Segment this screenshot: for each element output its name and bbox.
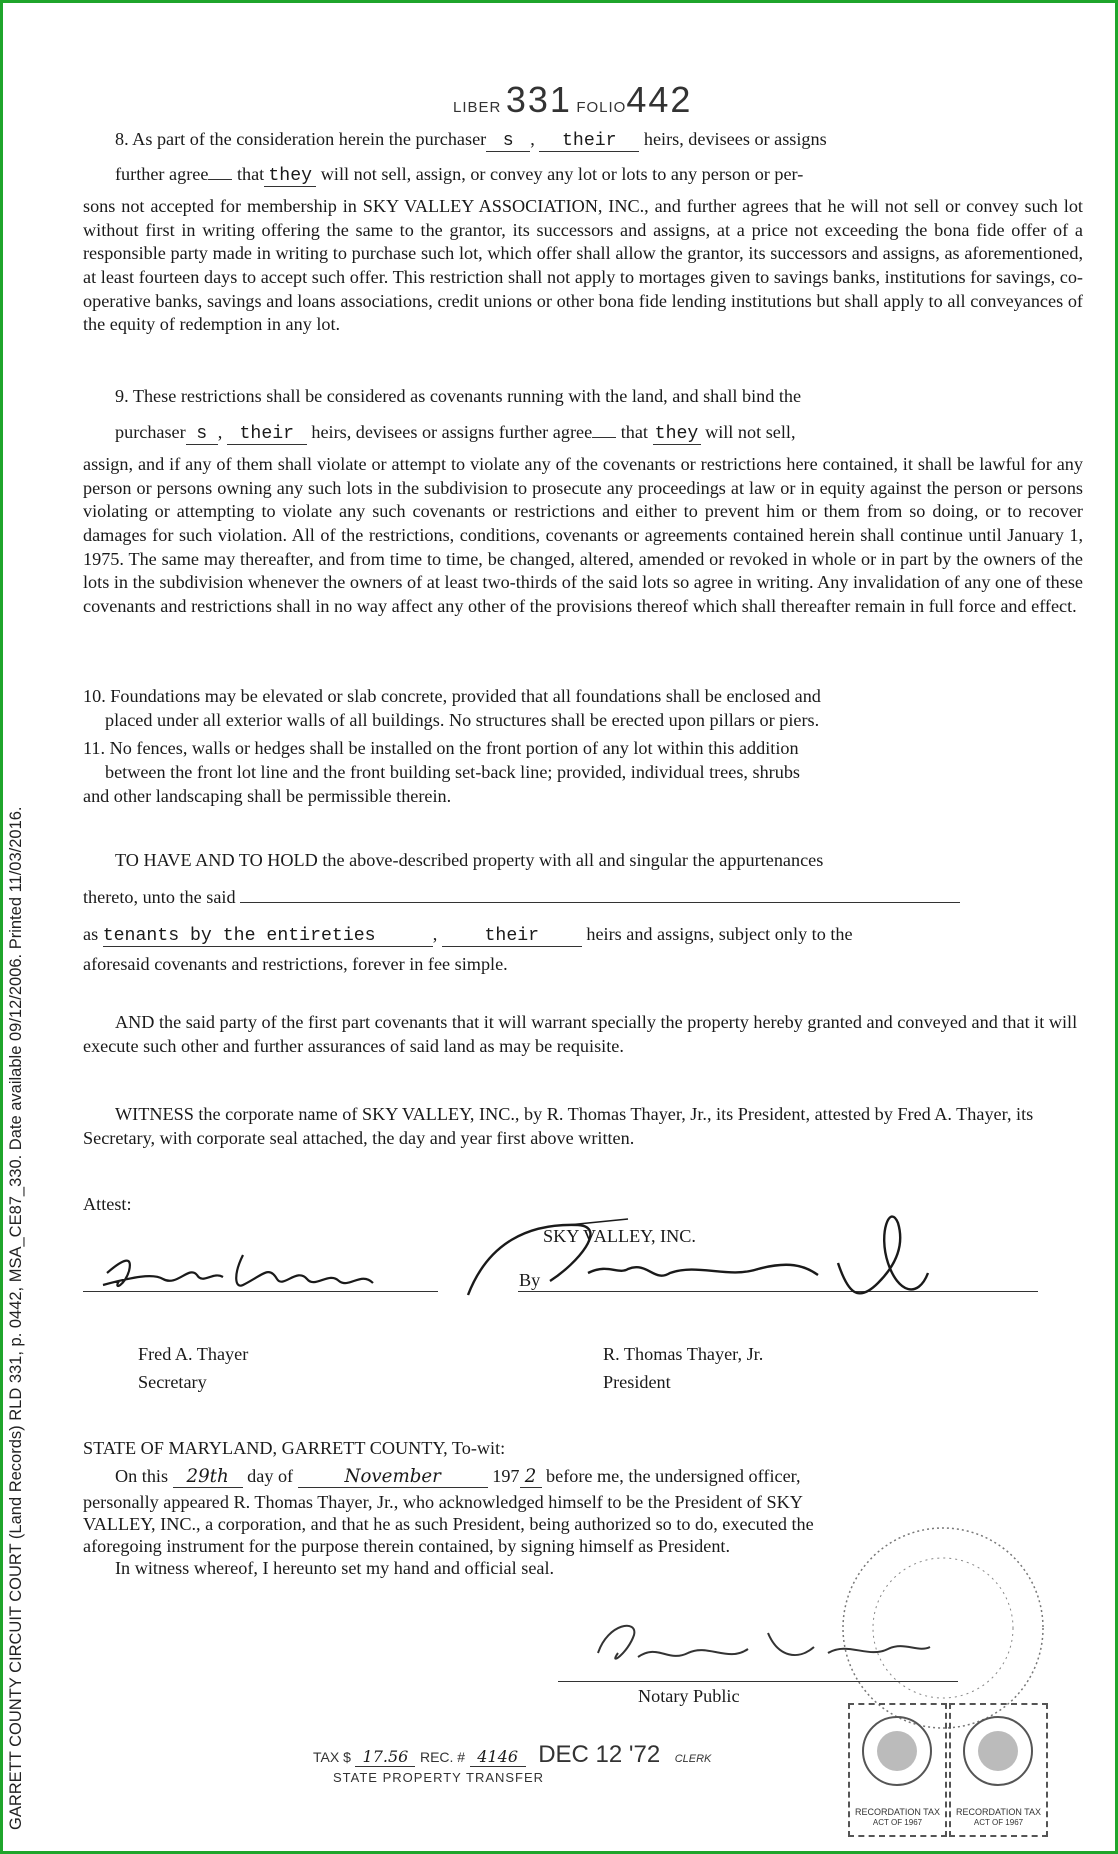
- para8-line2: further agree that they will not sell, assign, or convey any lot or lots to any person or per-: [115, 164, 804, 186]
- warranty-clause: AND the said party of the first part covenants that it will warrant specially the property hereby granted and conveyed and that it will execute such other and further assurances of said land as may be requisite.: [83, 1012, 1078, 1056]
- fill-day: 29th: [173, 1467, 243, 1488]
- rec-label: REC. #: [419, 1749, 466, 1765]
- left-signer-title: Secretary: [138, 1372, 207, 1392]
- archive-side-note: GARRETT COUNTY CIRCUIT COURT (Land Records) RLD 331, p. 0442, MSA_CE87_330. Date available 09/12/2006. Printed 11/03/2016.: [7, 806, 25, 1830]
- para11-line3: and other landscaping shall be permissible therein.: [83, 786, 452, 806]
- fill-year: 2: [520, 1467, 542, 1488]
- para8-line1: 8. As part of the consideration herein the purchaser s , their heirs, devisees or assigns: [115, 129, 827, 151]
- ack-line2: personally appeared R. Thomas Thayer, Jr., who acknowledged himself to be the President of SKY: [83, 1492, 803, 1512]
- para9-line2: purchaser s , their heirs, devisees or assigns further agree that they will not sell,: [115, 422, 796, 444]
- ack-line5: In witness whereof, I hereunto set my hand and official seal.: [115, 1558, 555, 1578]
- right-signer-name: R. Thomas Thayer, Jr.: [603, 1344, 764, 1364]
- habendum-line1: TO HAVE AND TO HOLD the above-described property with all and singular the appurtenances: [115, 850, 824, 870]
- fill-they: they: [264, 166, 316, 187]
- tax-caption: STATE PROPERTY TRANSFER: [333, 1770, 545, 1786]
- para11-line2: between the front lot line and the front building set-back line; provided, individual trees, shrubs: [105, 762, 800, 782]
- ack-line3: VALLEY, INC., a corporation, and that he as such President, being authorized so to do, executed the: [83, 1514, 814, 1534]
- transfer-tax-block: [313, 1739, 833, 1787]
- attest-label: Attest:: [83, 1194, 132, 1214]
- folio-label: FOLIO: [576, 99, 627, 116]
- para9-body: assign, and if any of them shall violate or attempt to violate any of the covenants or restrictions here contained, it shall be lawful for any person or persons owning any such lots in the subdivision to prosecute any proceedings at law or in equity against the person or persons violating or attempting to violate any such covenants or restrictions and either to prevent him or them from so doing, or to recover damages for such violation. All of the restrictions, conditions, covenants or agreements contained herein shall continue until January 1, 1975. The same may thereafter, and from time to time, be changed, altered, amended or revoked in whole or in part by the owners of the lots in the subdivision whenever the owners of at least two-thirds of the said lots so agree in writing. Any invalidation of any one of these covenants and restrictions shall in no way affect any other of the provisions thereof which shall thereafter remain in full force and effect.: [83, 454, 1083, 616]
- ack-line1: On this 29th day of November 197 2 before me, the undersigned officer,: [115, 1466, 801, 1487]
- witness-clause: WITNESS the corporate name of SKY VALLEY, INC., by R. Thomas Thayer, Jr., its President, attested by Fred A. Thayer, its Secretary, with corporate seal attached, the day and year first above written.: [83, 1104, 1034, 1148]
- folio-number: 442: [626, 79, 693, 120]
- notary-public-label: Notary Public: [638, 1686, 740, 1706]
- liber-label: LIBER: [453, 99, 502, 116]
- fill-their: their: [539, 131, 639, 152]
- ack-state: STATE OF MARYLAND, GARRETT COUNTY, To-wit:: [83, 1438, 506, 1458]
- tax-amount: 17.56: [355, 1748, 415, 1767]
- signature-thomas-thayer: [458, 1203, 1038, 1313]
- left-signer-name: Fred A. Thayer: [138, 1344, 249, 1364]
- habendum-line3: as tenants by the entireties , their heirs and assigns, subject only to the: [83, 924, 853, 946]
- liber-folio-header: [453, 79, 692, 121]
- para10-line2: placed under all exterior walls of all buildings. No structures shall be erected upon pillars or piers.: [105, 710, 820, 730]
- para9-line1: 9. These restrictions shall be considered as covenants running with the land, and shall bind the: [115, 386, 802, 406]
- liber-number: 331: [505, 79, 572, 120]
- para10-line1: 10. Foundations may be elevated or slab concrete, provided that all foundations shall be enclosed and: [83, 686, 821, 706]
- recordation-tax-stamp-1: RECORDATION TAX ACT OF 1967: [848, 1703, 947, 1837]
- habendum-line2: thereto, unto the said: [83, 886, 1083, 910]
- signature-fred-thayer: [93, 1245, 423, 1301]
- by-label: By: [519, 1270, 541, 1290]
- fill-tenancy: tenants by the entireties: [103, 926, 433, 947]
- transfer-date: DEC 12 '72: [538, 1741, 661, 1768]
- recordation-tax-stamp-2: RECORDATION TAX ACT OF 1967: [949, 1703, 1048, 1837]
- ack-line4: aforegoing instrument for the purpose therein contained, by signing himself as President.: [83, 1536, 731, 1556]
- para11-line1: 11. No fences, walls or hedges shall be installed on the front portion of any lot within this addition: [83, 738, 799, 758]
- right-signer-title: President: [603, 1372, 671, 1392]
- habendum-line4: aforesaid covenants and restrictions, forever in fee simple.: [83, 954, 508, 974]
- fill-month: November: [298, 1467, 488, 1488]
- company-name: SKY VALLEY, INC.: [543, 1226, 696, 1246]
- rec-number: 4146: [470, 1748, 526, 1767]
- para8-body: sons not accepted for membership in SKY VALLEY ASSOCIATION, INC., and further agrees that he will not sell or convey such lot without first in writing offering the same to the grantor, its successors and assigns, at a price not exceeding the bona fide offer of a responsible party made in writing to purchase such lot, which offer shall allow the grantor, its successors and assigns, as aforementioned, at least fourteen days to accept such offer. This restriction shall not apply to mortages given to savings banks, institutions for savings, co-operative banks, savings and loans associations, credit unions or other bona fide lending institutions but shall apply to all conveyances of the equity of redemption in any lot.: [83, 196, 1083, 335]
- fill-purchaser-s: s: [486, 131, 530, 152]
- clerk-label: CLERK: [674, 1753, 712, 1765]
- tax-label: TAX $: [313, 1749, 351, 1765]
